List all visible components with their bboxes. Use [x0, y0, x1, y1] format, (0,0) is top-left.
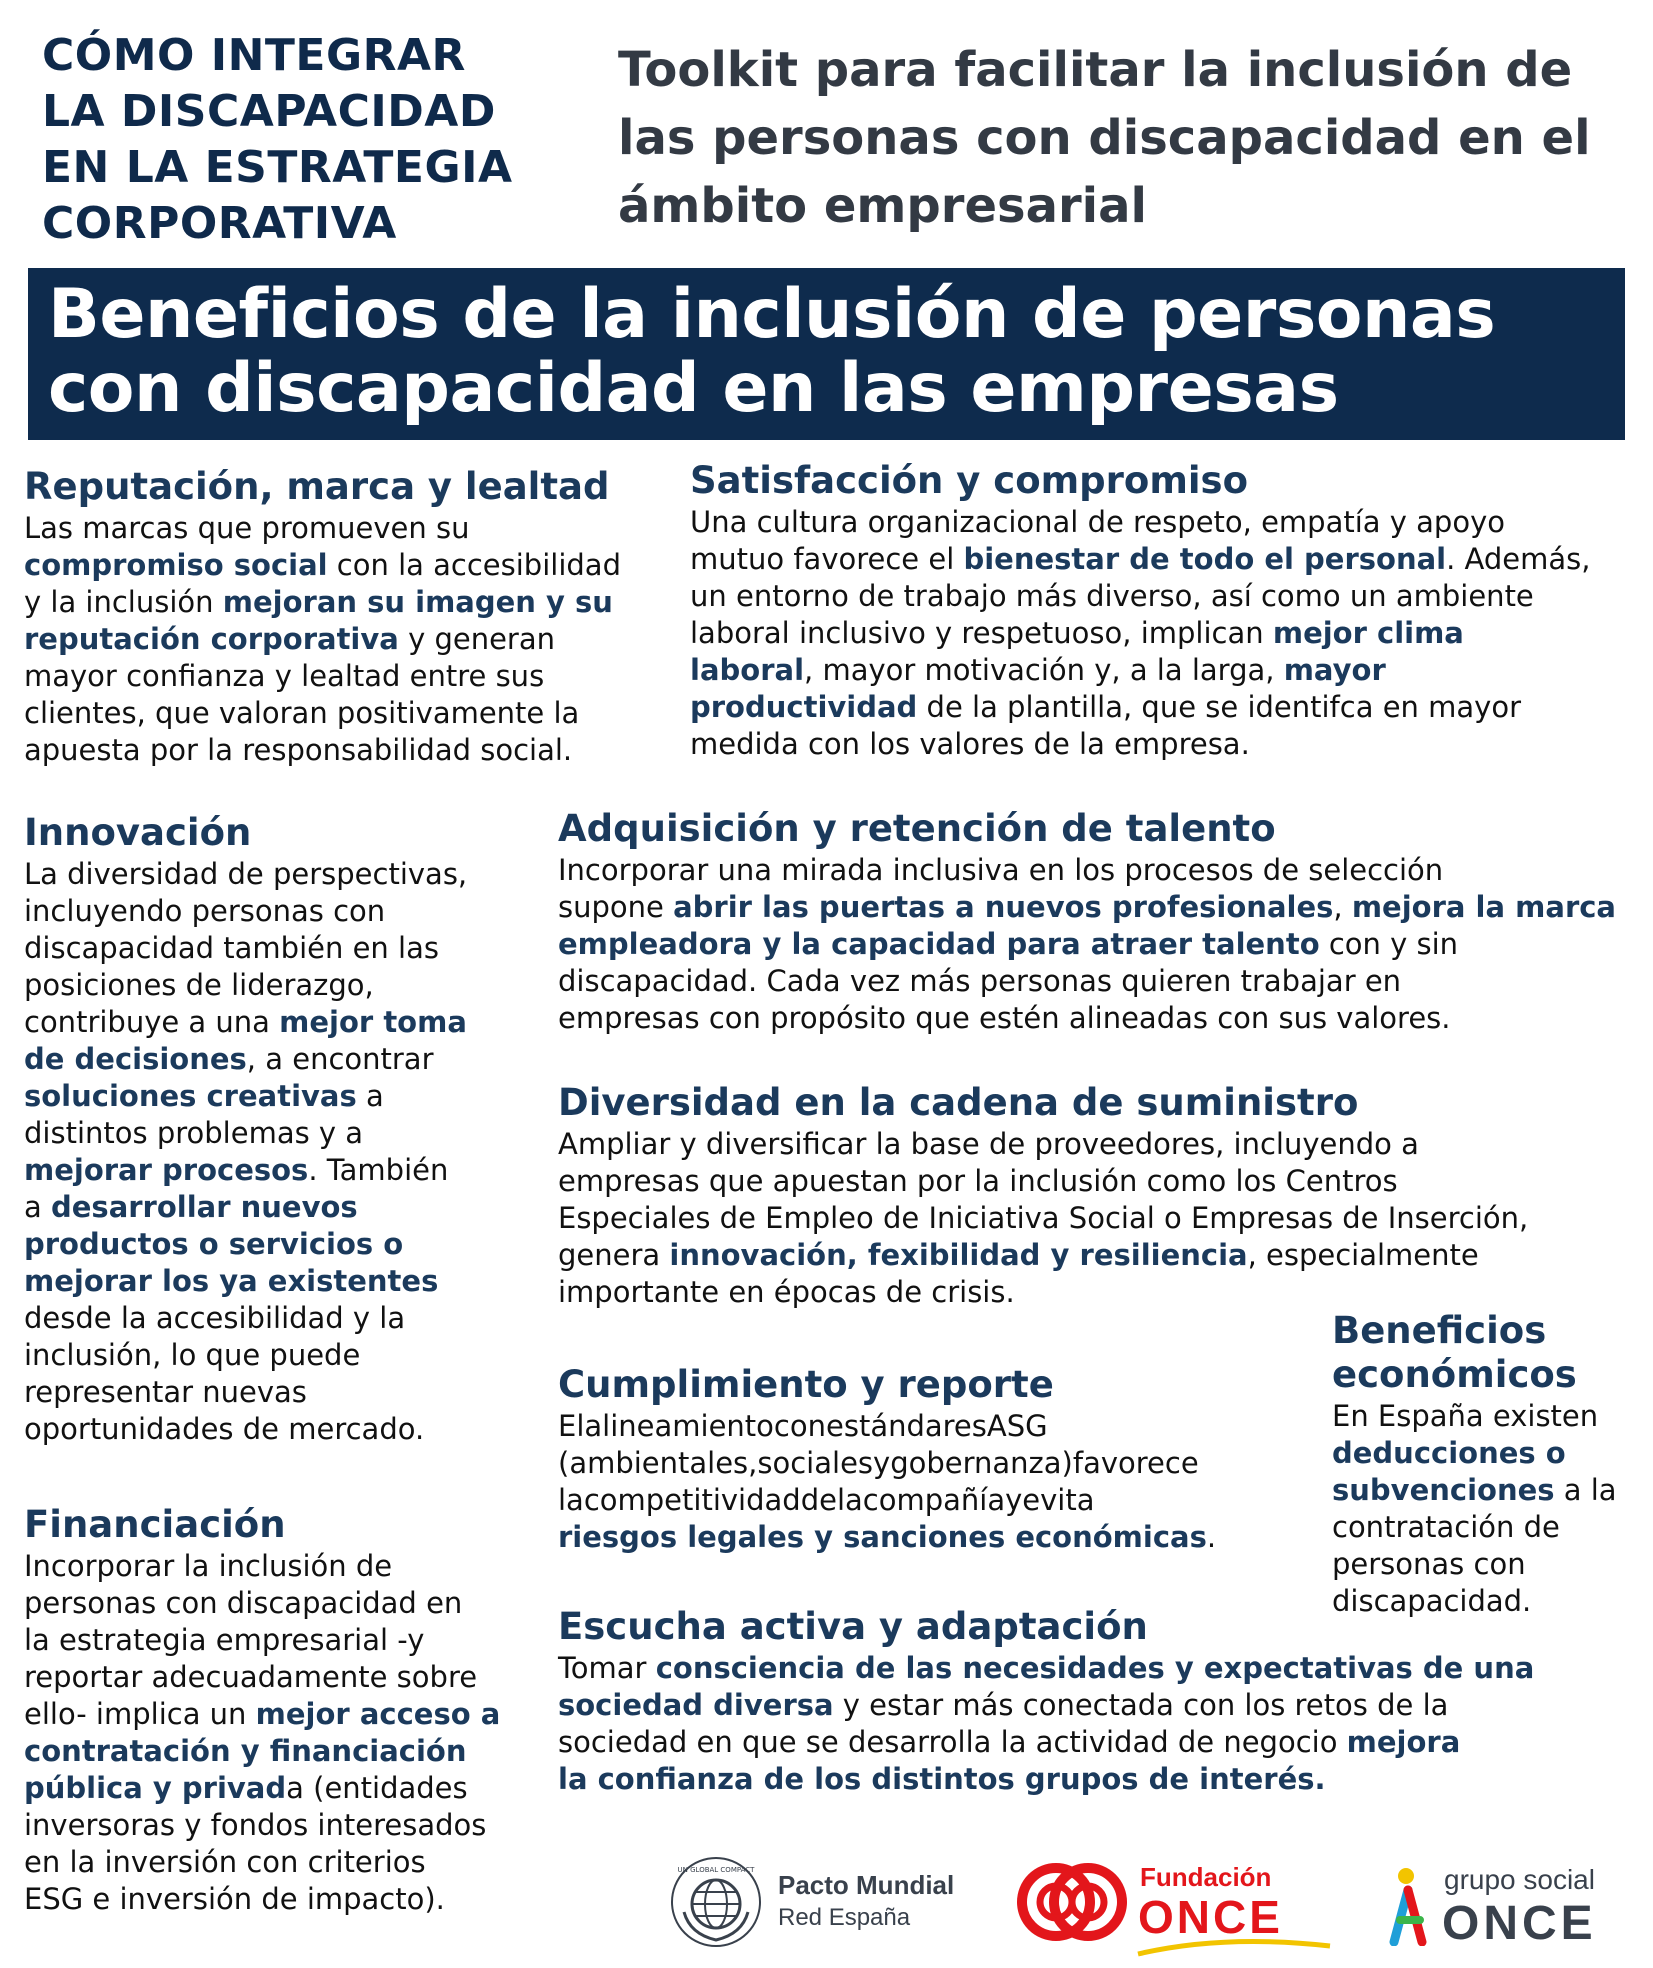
kicker-line: LA DISCAPACIDAD	[42, 86, 496, 137]
body-text: . Además,	[1446, 542, 1591, 576]
text-line	[24, 893, 564, 930]
body-text: mayor confianza y lealtad entre sus	[24, 659, 545, 693]
section-body	[558, 1650, 1633, 1798]
section-reputacion	[24, 464, 664, 769]
section-body	[24, 510, 664, 769]
emphasis-text: mejor acceso a	[255, 1697, 501, 1731]
text-line	[558, 1408, 1284, 1445]
text-line	[690, 726, 1630, 763]
body-text: y	[873, 1446, 891, 1480]
body-text: clientes, que valoran positivamente la	[24, 696, 580, 730]
ring-text: UN GLOBAL COMPACT	[677, 1866, 755, 1874]
body-text: Incorporar la inclusión de	[24, 1549, 393, 1583]
body-text: apuesta por la responsabilidad social.	[24, 733, 573, 767]
emphasis-text: mejora	[1346, 1725, 1461, 1759]
toolkit-line: las personas con discapacidad en el	[618, 110, 1591, 166]
pacto-mundial-logo	[670, 1854, 970, 1954]
body-text: con la accesibilidad	[327, 548, 621, 582]
section-body	[1332, 1398, 1632, 1620]
emphasis-text: riesgos legales y sanciones económicas	[558, 1520, 1207, 1554]
text-line	[24, 695, 664, 732]
body-text: personas con	[1332, 1547, 1526, 1581]
text-line	[24, 658, 664, 695]
section-title: Satisfacción y compromiso	[690, 459, 1248, 502]
text-line	[24, 1585, 564, 1622]
text-line	[558, 1724, 1633, 1761]
text-line	[558, 1445, 1284, 1482]
text-line	[24, 584, 664, 621]
body-text: y la inclusión	[24, 585, 223, 619]
fundacion-once-logo	[1014, 1854, 1314, 1954]
pacto-sub: Red España	[778, 1904, 911, 1931]
emphasis-text: mejora la marca	[1351, 890, 1616, 924]
section-title: Financiación	[24, 1503, 286, 1546]
body-text: la	[558, 1483, 584, 1517]
body-text: discapacidad. Cada vez más personas quieren trabajar en	[558, 964, 1402, 998]
emphasis-text: productos o servicios o	[24, 1227, 404, 1261]
text-line	[558, 1200, 1633, 1237]
pacto-name: Pacto Mundial	[778, 1870, 955, 1900]
section-title: Innovación	[24, 811, 252, 854]
body-text: estándares	[826, 1409, 987, 1443]
emphasis-text: sociedad diversa	[558, 1688, 834, 1722]
emphasis-text: contratación y financiación	[24, 1734, 467, 1768]
body-text: a	[24, 1190, 51, 1224]
body-text: Una cultura organizacional de respeto, empatía y apoyo	[690, 505, 1505, 539]
body-text: , mayor motivación y, a la larga,	[804, 653, 1284, 687]
body-text: Ampliar y diversificar la base de proveedores, incluyendo a	[558, 1127, 1419, 1161]
body-text: de la plantilla, que se identifca en mayor	[917, 690, 1521, 724]
body-text: de	[800, 1483, 837, 1517]
text-line	[24, 732, 664, 769]
text-line	[558, 1761, 1633, 1798]
emphasis-text: deducciones o	[1332, 1436, 1566, 1470]
kicker-line: CORPORATIVA	[42, 198, 397, 249]
section-title: Adquisición y retención de talento	[558, 807, 1276, 850]
body-text: representar nuevas	[24, 1375, 307, 1409]
section-suministro	[558, 1080, 1633, 1311]
text-line	[24, 1152, 564, 1189]
body-text: inversoras y fondos interesados	[24, 1808, 487, 1842]
grupo-label: grupo social	[1444, 1864, 1595, 1895]
body-text: con y sin	[1319, 927, 1459, 961]
swoosh-icon	[1134, 1932, 1334, 1962]
section-escucha	[558, 1604, 1633, 1798]
text-line	[24, 1733, 564, 1770]
section-title: Cumplimiento y reporte	[558, 1363, 1054, 1406]
body-text: evita	[1022, 1483, 1095, 1517]
body-text: personas con discapacidad en	[24, 1586, 463, 1620]
emphasis-text: subvenciones	[1332, 1473, 1555, 1507]
body-text: (ambientales,	[558, 1446, 758, 1480]
text-line	[24, 1548, 564, 1585]
emphasis-text: mayor	[1283, 653, 1386, 687]
text-line	[24, 1696, 564, 1733]
text-line	[558, 1650, 1633, 1687]
text-line	[558, 963, 1633, 1000]
body-text: reportar adecuadamente sobre	[24, 1660, 478, 1694]
body-text: y estar más conectada con los retos de la	[833, 1688, 1449, 1722]
body-text: y generan	[398, 622, 556, 656]
toolkit-subtitle	[618, 36, 1628, 240]
emphasis-text: mejor clima	[1272, 616, 1464, 650]
text-line	[24, 547, 664, 584]
body-text: un entorno de trabajo más diverso, así como un ambiente	[690, 579, 1534, 613]
text-line	[690, 689, 1630, 726]
emphasis-text: laboral	[690, 653, 805, 687]
body-text: La diversidad de perspectivas,	[24, 857, 468, 891]
kicker-line: CÓMO INTEGRAR	[42, 30, 466, 81]
text-line	[558, 1482, 1284, 1519]
body-text: sociales	[757, 1446, 874, 1480]
emphasis-text: la confianza de los distintos grupos de interés.	[558, 1762, 1326, 1796]
section-talento	[558, 806, 1633, 1037]
body-text: discapacidad también en las	[24, 931, 439, 965]
body-text: distintos problemas y a	[24, 1116, 364, 1150]
body-text: , a encontrar	[246, 1042, 434, 1076]
text-line	[558, 1000, 1633, 1037]
text-line	[24, 1622, 564, 1659]
body-text: oportunidades de mercado.	[24, 1412, 425, 1446]
text-line	[1332, 1546, 1632, 1583]
text-line	[24, 1078, 564, 1115]
emphasis-text: bienestar de todo el personal	[963, 542, 1447, 576]
emphasis-text: soluciones creativas	[24, 1079, 357, 1113]
body-text: El	[558, 1409, 585, 1443]
section-title: Diversidad en la cadena de suministro	[558, 1081, 1359, 1124]
emphasis-text: pública y privad	[24, 1771, 287, 1805]
page-title-line: Beneficios de la inclusión de personas	[48, 275, 1496, 354]
person-figure-icon	[1386, 1866, 1436, 1946]
body-text: ESG e inversión de impacto).	[24, 1882, 445, 1916]
section-body	[558, 852, 1633, 1037]
body-text: . También	[308, 1153, 449, 1187]
body-text: posiciones de liderazgo,	[24, 968, 374, 1002]
emphasis-text: desarrollar nuevos	[51, 1190, 358, 1224]
emphasis-text: abrir las puertas a nuevos profesionales	[673, 890, 1334, 924]
text-line	[1332, 1472, 1632, 1509]
section-title-line: Beneficios	[1332, 1309, 1547, 1352]
grupo-once-label: ONCE	[1442, 1897, 1597, 1950]
body-text: competitividad	[583, 1483, 801, 1517]
text-line	[24, 1807, 564, 1844]
text-line	[24, 1226, 564, 1263]
body-text: a	[356, 1079, 384, 1113]
text-line	[24, 621, 664, 658]
section-cumplimiento	[558, 1362, 1284, 1556]
emphasis-text: innovación, fexibilidad y resiliencia	[669, 1238, 1248, 1272]
emphasis-text: consciencia de las necesidades y expectativas de una	[655, 1651, 1535, 1685]
section-body	[558, 1408, 1284, 1556]
body-text: la	[836, 1483, 863, 1517]
body-text: empresas que apuestan por la inclusión como los Centros	[558, 1164, 1398, 1198]
body-text: inclusión, lo que puede	[24, 1338, 361, 1372]
section-body	[690, 504, 1630, 763]
text-line	[24, 510, 664, 547]
section-innovacion	[24, 810, 564, 1448]
emphasis-text: mejorar procesos	[24, 1153, 309, 1187]
text-line	[690, 578, 1630, 615]
body-text: discapacidad.	[1332, 1584, 1532, 1618]
toolkit-line: ámbito empresarial	[618, 178, 1147, 234]
text-line	[690, 541, 1630, 578]
body-text: importante en épocas de crisis.	[558, 1275, 1015, 1309]
body-text: .	[1206, 1520, 1217, 1554]
kicker-title	[42, 28, 602, 252]
body-text: Tomar	[558, 1651, 656, 1685]
body-text: medida con los valores de la empresa.	[690, 727, 1250, 761]
text-line	[24, 856, 564, 893]
emphasis-text: empleadora y la capacidad para atraer talento	[558, 927, 1320, 961]
text-line	[24, 1659, 564, 1696]
text-line	[1332, 1398, 1632, 1435]
body-text: , especialmente	[1247, 1238, 1479, 1272]
text-line	[690, 652, 1630, 689]
text-line	[558, 926, 1633, 963]
emphasis-text: reputación corporativa	[24, 622, 399, 656]
text-line	[24, 1300, 564, 1337]
body-text: ASG	[986, 1409, 1048, 1443]
body-text: ,	[1333, 890, 1352, 924]
section-satisfaccion	[690, 458, 1630, 763]
text-line	[24, 1263, 564, 1300]
text-line	[24, 1004, 564, 1041]
emphasis-text: compromiso social	[24, 548, 328, 582]
body-text: en la inversión con criterios	[24, 1845, 426, 1879]
text-line	[1332, 1435, 1632, 1472]
body-text: gobernanza)	[890, 1446, 1073, 1480]
text-line	[24, 1115, 564, 1152]
page-title	[48, 275, 1615, 428]
section-title-line: económicos	[1332, 1353, 1577, 1396]
fundacion-label: Fundación	[1140, 1862, 1272, 1892]
text-line	[24, 967, 564, 1004]
emphasis-text: de decisiones	[24, 1042, 247, 1076]
text-line	[24, 1337, 564, 1374]
text-line	[558, 1163, 1633, 1200]
body-text: Las marcas que promueven su	[24, 511, 470, 545]
once-rings-icon	[1014, 1858, 1130, 1948]
un-globe-icon	[670, 1856, 762, 1948]
text-line	[24, 1374, 564, 1411]
body-text: Incorporar una mirada inclusiva en los procesos de selección	[558, 853, 1444, 887]
emphasis-text: mejoran su imagen y su	[222, 585, 613, 619]
body-text: genera	[558, 1238, 670, 1272]
body-text: favorece	[1072, 1446, 1199, 1480]
emphasis-text: mejor toma	[279, 1005, 467, 1039]
body-text: laboral inclusivo y respetuoso, implican	[690, 616, 1273, 650]
toolkit-line: Toolkit para facilitar la inclusión de	[618, 42, 1573, 98]
body-text: desde la accesibilidad y la	[24, 1301, 406, 1335]
body-text: contratación de	[1332, 1510, 1560, 1544]
emphasis-text: productividad	[690, 690, 918, 724]
text-line	[24, 1411, 564, 1448]
section-title: Escucha activa y adaptación	[558, 1605, 1148, 1648]
text-line	[24, 1770, 564, 1807]
body-text: la estrategia empresarial -y	[24, 1623, 425, 1657]
text-line	[558, 852, 1633, 889]
body-text: alineamiento	[584, 1409, 774, 1443]
text-line	[24, 1189, 564, 1226]
text-line	[558, 1519, 1284, 1556]
section-body	[24, 856, 564, 1448]
body-text: Especiales de Empleo de Iniciativa Social o Empresas de Inserción,	[558, 1201, 1529, 1235]
body-text: a la	[1554, 1473, 1617, 1507]
logo-strip	[0, 1840, 1653, 1960]
body-text: ello- implica un	[24, 1697, 256, 1731]
title-banner	[28, 268, 1625, 440]
body-text: En España existen	[1332, 1399, 1599, 1433]
emphasis-text: mejorar los ya existentes	[24, 1264, 439, 1298]
body-text: incluyendo personas con	[24, 894, 386, 928]
text-line	[690, 504, 1630, 541]
body-text: sociedad en que se desarrolla la actividad de negocio	[558, 1725, 1347, 1759]
body-text: con	[773, 1409, 826, 1443]
text-line	[24, 1041, 564, 1078]
text-line	[558, 1237, 1633, 1274]
section-title: Reputación, marca y lealtad	[24, 465, 610, 508]
once-label: ONCE	[1138, 1891, 1283, 1943]
body-text: compañía	[862, 1483, 1006, 1517]
text-line	[690, 615, 1630, 652]
text-line	[558, 1687, 1633, 1724]
text-line	[1332, 1509, 1632, 1546]
body-text: mutuo favorece el	[690, 542, 964, 576]
page-title-line: con discapacidad en las empresas	[48, 349, 1339, 428]
section-economicos	[1332, 1308, 1632, 1620]
body-text: y	[1005, 1483, 1023, 1517]
body-text: a (entidades	[286, 1771, 468, 1805]
body-text: empresas con propósito que estén alineadas con sus valores.	[558, 1001, 1451, 1035]
body-text: contribuye a una	[24, 1005, 280, 1039]
grupo-social-once-logo	[1386, 1854, 1636, 1954]
kicker-line: EN LA ESTRATEGIA	[42, 142, 513, 193]
section-body	[558, 1126, 1633, 1311]
body-text: supone	[558, 890, 674, 924]
text-line	[558, 889, 1633, 926]
text-line	[24, 930, 564, 967]
text-line	[558, 1126, 1633, 1163]
text-line	[558, 1274, 1633, 1311]
